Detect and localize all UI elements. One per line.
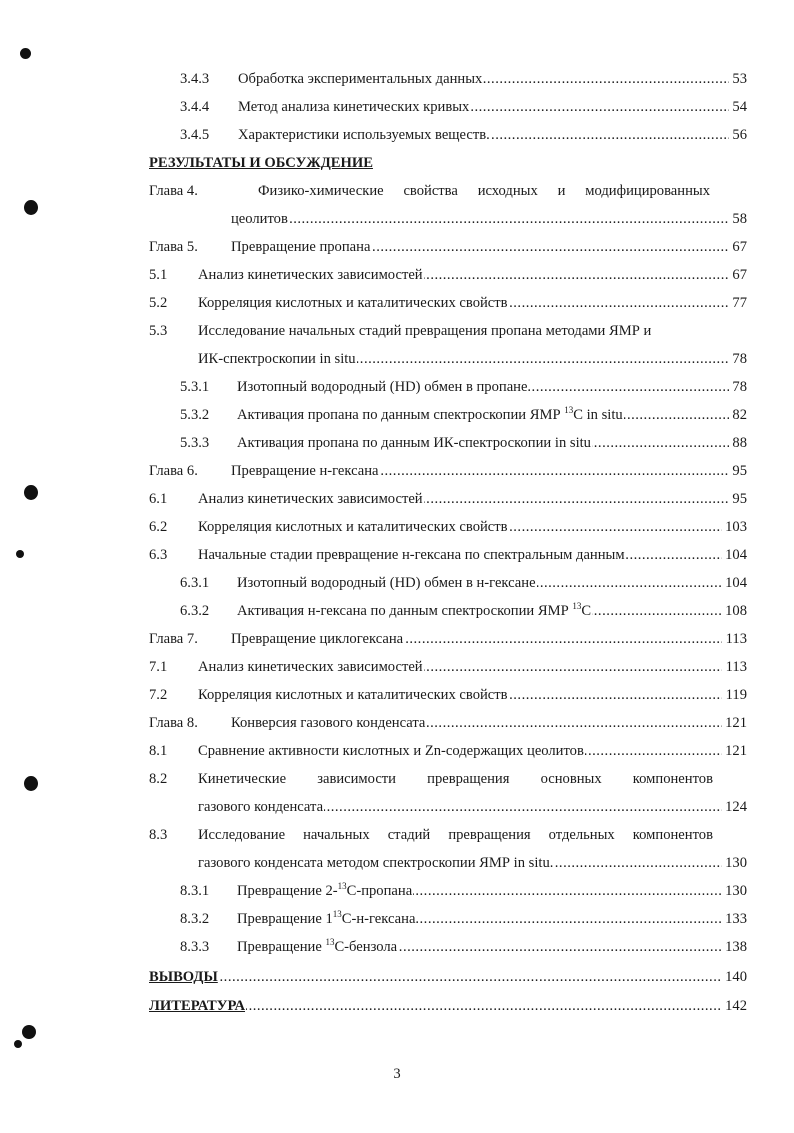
toc-title-part: C	[581, 603, 592, 619]
isotope-superscript: 13	[564, 405, 574, 415]
toc-page: 119	[725, 687, 747, 703]
toc-page: 133	[725, 911, 747, 927]
toc-page: 88	[732, 435, 747, 451]
section-heading-row	[0, 151, 794, 175]
toc-word: превращения	[448, 827, 531, 843]
isotope-superscript: 13	[332, 909, 342, 919]
toc-title	[237, 403, 624, 427]
toc-number: 6.3.2	[180, 603, 210, 619]
toc-title: Конверсия газового конденсата	[231, 711, 426, 735]
toc-page: 56	[732, 127, 747, 143]
toc-row-continuation	[0, 207, 794, 231]
toc-title-line1	[258, 179, 710, 203]
toc-row	[0, 263, 794, 287]
toc-number: 6.3.1	[180, 575, 210, 591]
toc-title-line1	[198, 767, 713, 791]
toc-page: 121	[725, 743, 747, 759]
toc-page: 103	[725, 519, 747, 535]
toc-row	[0, 375, 794, 399]
toc-title	[237, 599, 592, 623]
toc-word: Кинетические	[198, 771, 287, 787]
toc-title-part: C-бензола	[334, 939, 398, 955]
toc-number: 8.3.2	[180, 911, 210, 927]
toc-number: 6.2	[149, 519, 168, 535]
binder-hole-6	[22, 1025, 36, 1039]
toc-page: 130	[725, 883, 747, 899]
toc-number: Глава 4.	[149, 183, 198, 199]
toc-page: 58	[732, 211, 747, 227]
toc-title	[237, 935, 398, 959]
toc-number: Глава 5.	[149, 239, 198, 255]
toc-number: 3.4.3	[180, 71, 210, 87]
toc-title: Превращение пропана	[231, 235, 371, 259]
toc-page: 113	[725, 659, 747, 675]
toc-number: 5.2	[149, 295, 168, 311]
toc-title: Превращение н-гексана	[231, 459, 380, 483]
toc-title: Анализ кинетических зависимостей	[198, 655, 424, 679]
toc-word: компонентов	[632, 827, 713, 843]
toc-title: Корреляция кислотных и каталитических свойств	[198, 515, 509, 539]
toc-number: 8.3.3	[180, 939, 210, 955]
toc-row	[0, 767, 794, 791]
toc-row	[0, 319, 794, 343]
toc-row	[0, 179, 794, 203]
toc-number: 6.3	[149, 547, 168, 563]
toc-title: Анализ кинетических зависимостей	[198, 263, 424, 287]
toc-title: Сравнение активности кислотных и Zn-содержащих цеолитов	[198, 739, 585, 763]
toc-leader	[149, 965, 722, 989]
toc-number: Глава 8.	[149, 715, 198, 731]
isotope-superscript: 13	[325, 937, 335, 947]
isotope-superscript: 13	[337, 881, 347, 891]
toc-row	[0, 123, 794, 147]
toc-row	[0, 67, 794, 91]
toc-number: 7.1	[149, 659, 168, 675]
toc-number: 8.3	[149, 827, 168, 843]
toc-title-part: Активация н-гексана по данным спектроскопии ЯМР	[237, 603, 573, 619]
toc-word: Исследование	[198, 827, 286, 843]
toc-row	[0, 95, 794, 119]
toc-title-line2: цеолитов	[231, 207, 289, 231]
toc-page: 82	[732, 407, 747, 423]
toc-row	[0, 683, 794, 707]
toc-page: 121	[725, 715, 747, 731]
toc-number: 5.3	[149, 323, 168, 339]
toc-row-continuation	[0, 851, 794, 875]
toc-row	[0, 515, 794, 539]
toc-word: превращения	[427, 771, 510, 787]
toc-title-line2: газового конденсата методом спектроскопии ЯМР in situ.	[198, 851, 554, 875]
toc-row	[0, 599, 794, 623]
toc-row	[0, 571, 794, 595]
toc-number: 3.4.4	[180, 99, 210, 115]
toc-page: 140	[725, 969, 747, 985]
toc-title: Анализ кинетических зависимостей	[198, 487, 424, 511]
section-heading-results: РЕЗУЛЬТАТЫ И ОБСУЖДЕНИЕ	[149, 155, 373, 171]
toc-heading-conclusions: ВЫВОДЫ	[149, 965, 219, 989]
toc-title: Превращение циклогексана	[231, 627, 404, 651]
toc-number: 8.2	[149, 771, 168, 787]
toc-title-line1	[198, 823, 713, 847]
toc-title: Изотопный водородный (HD) обмен в пропане	[237, 375, 528, 399]
toc-word: компонентов	[632, 771, 713, 787]
toc-number: 5.1	[149, 267, 168, 283]
toc-title-part: C-пропана	[346, 883, 413, 899]
toc-word: стадий	[387, 827, 431, 843]
toc-row	[0, 655, 794, 679]
toc-word: отдельных	[548, 827, 615, 843]
toc-title: Активация пропана по данным ИК-спектроскопии in situ	[237, 431, 592, 455]
toc-title	[237, 907, 416, 931]
toc-title-part: C-н-гексана	[341, 911, 416, 927]
toc-page: 108	[725, 603, 747, 619]
toc-page: 95	[732, 463, 747, 479]
toc-title-part: Превращение 2-	[237, 883, 338, 899]
toc-page: 53	[732, 71, 747, 87]
toc-title: Начальные стадии превращение н-гексана по спектральным данным	[198, 543, 626, 567]
toc-page: 67	[732, 239, 747, 255]
toc-page: 113	[725, 631, 747, 647]
toc-number: Глава 7.	[149, 631, 198, 647]
toc-page: 78	[732, 379, 747, 395]
toc-heading-literature: ЛИТЕРАТУРА	[149, 994, 246, 1018]
toc-title-part: Превращение 1	[237, 911, 333, 927]
toc-title: Метод анализа кинетических кривых	[238, 95, 470, 119]
toc-number: 6.1	[149, 491, 168, 507]
toc-number: 5.3.2	[180, 407, 210, 423]
toc-page: 95	[732, 491, 747, 507]
toc-title-line1: Исследование начальных стадий превращения пропана методами ЯМР и	[198, 323, 652, 339]
toc-title-part: C in situ	[573, 407, 623, 423]
toc-row	[0, 935, 794, 959]
toc-row	[0, 459, 794, 483]
toc-row	[0, 994, 794, 1018]
toc-row	[0, 431, 794, 455]
toc-number: Глава 6.	[149, 463, 198, 479]
toc-word: исходных	[477, 183, 538, 199]
toc-row	[0, 487, 794, 511]
toc-title: Изотопный водородный (HD) обмен в н-гексане	[237, 571, 537, 595]
toc-word: свойства	[403, 183, 458, 199]
toc-title-part: Активация пропана по данным спектроскопии ЯМР	[237, 407, 565, 423]
toc-row	[0, 965, 794, 989]
toc-title	[237, 879, 413, 903]
toc-number: 8.3.1	[180, 883, 210, 899]
page-number: 3	[393, 1066, 401, 1082]
toc-page: 142	[725, 998, 747, 1014]
toc-title: Корреляция кислотных и каталитических свойств	[198, 291, 509, 315]
toc-number: 3.4.5	[180, 127, 210, 143]
toc-row	[0, 739, 794, 763]
toc-page: 104	[725, 575, 747, 591]
toc-page: 67	[732, 267, 747, 283]
toc-row	[0, 879, 794, 903]
toc-title-part: Превращение	[237, 939, 326, 955]
isotope-superscript: 13	[572, 601, 582, 611]
toc-row	[0, 627, 794, 651]
toc-row-continuation	[0, 347, 794, 371]
toc-page: 54	[732, 99, 747, 115]
toc-word: Физико-химические	[258, 183, 384, 199]
toc-row	[0, 711, 794, 735]
toc-row	[0, 235, 794, 259]
toc-page: 130	[725, 855, 747, 871]
toc-leader	[231, 207, 729, 231]
toc-page: 78	[732, 351, 747, 367]
binder-hole-7	[14, 1040, 22, 1048]
toc-page: 77	[732, 295, 747, 311]
toc-row	[0, 403, 794, 427]
toc-word: основных	[540, 771, 602, 787]
toc-title-line2: газового конденсата	[198, 795, 324, 819]
toc-title: Обработка экспериментальных данных	[238, 67, 483, 91]
toc-word: начальных	[303, 827, 370, 843]
toc-page: 138	[725, 939, 747, 955]
toc-row	[0, 291, 794, 315]
toc-title: Характеристики используемых веществ.	[238, 123, 491, 147]
toc-title-line2: ИК-спектроскопии in situ	[198, 347, 357, 371]
toc-row	[0, 823, 794, 847]
toc-word: зависимости	[317, 771, 396, 787]
toc-page: 124	[725, 799, 747, 815]
toc-title: Корреляция кислотных и каталитических свойств	[198, 683, 509, 707]
toc-page: 104	[725, 547, 747, 563]
toc-number: 5.3.3	[180, 435, 210, 451]
toc-word: модифицированных	[585, 183, 710, 199]
toc-row	[0, 907, 794, 931]
toc-number: 8.1	[149, 743, 168, 759]
toc-word: и	[557, 183, 566, 199]
toc-row-continuation	[0, 795, 794, 819]
toc-row	[0, 543, 794, 567]
toc-number: 5.3.1	[180, 379, 210, 395]
toc-number: 7.2	[149, 687, 168, 703]
binder-hole-1	[20, 48, 31, 59]
